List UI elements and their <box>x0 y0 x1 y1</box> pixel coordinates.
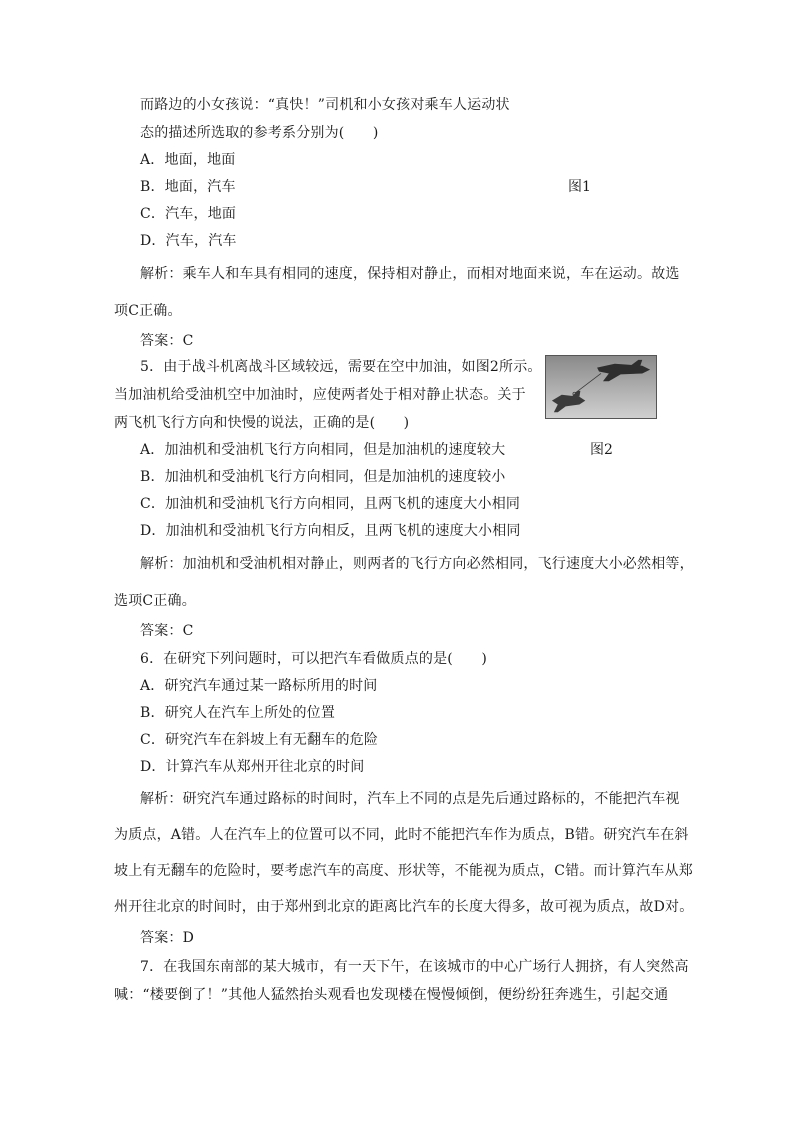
q6-option-b: B．研究人在汽车上所处的位置 <box>140 705 336 721</box>
q4-stem-line-1: 而路边的小女孩说：“真快！”司机和小女孩对乘车人运动状 <box>140 97 510 113</box>
q6-analysis-line-3: 坡上有无翻车的危险时，要考虑汽车的高度、形状等，不能视为质点，C错。而计算汽车从郑 <box>114 863 693 879</box>
q5-stem-line-2: 当加油机给受油机空中加油时，应使两者处于相对静止状态。关于 <box>114 387 526 403</box>
q4-option-a: A．地面，地面 <box>140 152 236 168</box>
q6-answer: 答案：D <box>140 930 195 946</box>
q5-stem-line-1: 5．由于战斗机离战斗区域较远，需要在空中加油，如图2所示。 <box>140 359 542 375</box>
q4-option-b: B．地面，汽车 <box>140 179 236 195</box>
q6-analysis-line-1: 解析：研究汽车通过路标的时间时，汽车上不同的点是先后通过路标的，不能把汽车视 <box>140 791 680 807</box>
q5-option-c: C．加油机和受油机飞行方向相同，且两飞机的速度大小相同 <box>140 496 521 512</box>
q4-answer: 答案：C <box>140 333 194 349</box>
q5-answer: 答案：C <box>140 623 194 639</box>
q5-analysis-line-1: 解析：加油机和受油机相对静止，则两者的飞行方向必然相同，飞行速度大小必然相等， <box>140 556 694 572</box>
figure-2-label: 图2 <box>590 442 613 458</box>
q5-option-a: A．加油机和受油机飞行方向相同，但是加油机的速度较大 <box>140 442 506 458</box>
q5-option-b: B．加油机和受油机飞行方向相同，但是加油机的速度较小 <box>140 469 506 485</box>
q4-analysis-line-2: 项C正确。 <box>114 303 182 319</box>
q6-analysis-line-4: 州开往北京的时间时，由于郑州到北京的距离比汽车的长度大得多，故可视为质点，故D对。 <box>114 899 694 915</box>
q5-analysis-line-2: 选项C正确。 <box>114 593 196 609</box>
q5-option-d: D．加油机和受油机飞行方向相反，且两飞机的速度大小相同 <box>140 523 521 539</box>
figure-1-label: 图1 <box>568 179 591 195</box>
q4-option-c: C．汽车，地面 <box>140 206 237 222</box>
refueling-aircraft-photo <box>545 355 657 419</box>
q7-stem-line-1: 7．在我国东南部的某大城市，有一天下午，在该城市的中心广场行人拥挤，有人突然高 <box>140 959 689 975</box>
q4-stem-line-2: 态的描述所选取的参考系分别为( ) <box>140 125 379 141</box>
q6-option-c: C．研究汽车在斜坡上有无翻车的危险 <box>140 732 379 748</box>
q5-stem-line-3: 两飞机飞行方向和快慢的说法，正确的是( ) <box>114 415 410 431</box>
q7-stem-line-2: 喊：“楼要倒了！”其他人猛然抬头观看也发现楼在慢慢倾倒，便纷纷狂奔逃生，引起交通 <box>114 987 669 1003</box>
q4-option-d: D．汽车，汽车 <box>140 233 237 249</box>
q6-stem: 6．在研究下列问题时，可以把汽车看做质点的是( ) <box>140 651 488 667</box>
q6-option-a: A．研究汽车通过某一路标所用的时间 <box>140 678 378 694</box>
q6-option-d: D．计算汽车从郑州开往北京的时间 <box>140 759 365 775</box>
q6-analysis-line-2: 为质点，A错。人在汽车上的位置可以不同，此时不能把汽车作为质点，B错。研究汽车在斜 <box>114 827 689 843</box>
q4-analysis-line-1: 解析：乘车人和车具有相同的速度，保持相对静止，而相对地面来说，车在运动。故选 <box>140 266 680 282</box>
